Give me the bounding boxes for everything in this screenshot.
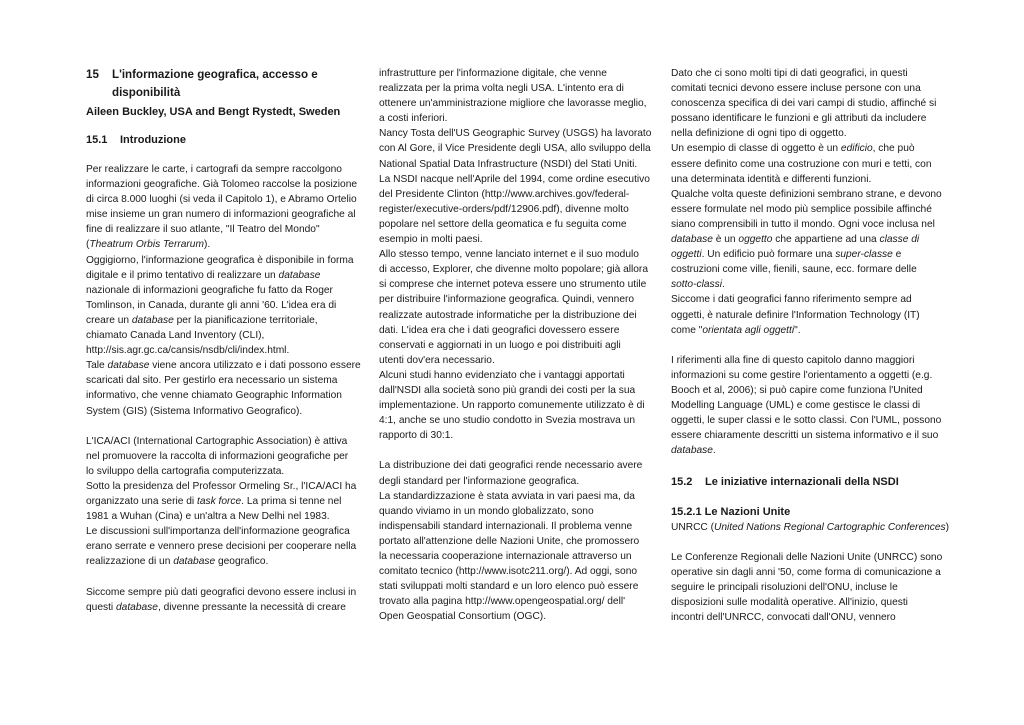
text-line: Modelling Language (UML) e come gestisce le classi di [671, 400, 921, 412]
text-line: con Al Gore, il Vice Presidente degli USA, allo sviluppo della [379, 143, 651, 155]
paragraph [86, 585, 356, 615]
text-line: Sotto la presidenza del Professor Ormeling Sr., l'ICA/ACI ha [86, 480, 357, 492]
text-line: degli standard per l'informazione geografica. [379, 475, 580, 487]
text-line: operative sin dagli anni '50, come forma di comunicazione a [671, 566, 941, 578]
text-line: Tale database viene ancora utilizzato e i dati possono essere [86, 360, 361, 372]
text-line: Siccome sempre più dati geografici devono essere inclusi in [86, 586, 357, 598]
text-line: conoscenza specifica di dei vari campi di studio, affinché si [671, 98, 937, 110]
text-line: seguire le principali risoluzioni dell'ONU, incluse le [671, 581, 898, 593]
text-line: trovato alla pagina http://www.opengeospatial.org/ dell' [379, 596, 626, 608]
text-line: nel promuovere la raccolta di informazioni geografiche per [86, 450, 349, 462]
text-line: lo sviluppo della cartografia computerizzata. [86, 465, 285, 477]
section-heading-15-2 [671, 474, 941, 490]
text-line: Tomlinson, in Canada, durante gli anni '60. L'idea era di [86, 299, 337, 311]
text-line: essere definito come una costruzione con muri e tetti, con [671, 158, 932, 170]
paragraph [671, 66, 941, 338]
text-line: indispensabili standard internazionali. Il problema venne [379, 520, 633, 532]
chapter-number: 15 [86, 68, 99, 81]
text-line: La distribuzione dei dati geografici rende necessario avere [379, 460, 643, 472]
text-line: realizzate autostrade informatiche per la distribuzione dei [379, 309, 637, 321]
chapter-heading [86, 66, 356, 102]
text-line: organizzato una serie di task force. La prima si tenne nel [86, 496, 342, 508]
text-line: L'ICA/ACI (International Cartographic Association) è attiva [86, 435, 348, 447]
text-line: possano identificare le funzioni e gli attributi da includere [671, 113, 927, 125]
text-line: erano serrate e vennero prese decisioni per cooperare nella [86, 541, 357, 553]
text-line: mise insieme un gran numero di informazioni geografiche al [86, 209, 356, 221]
text-line: digitale e il primo tentativo di realizzare un database [86, 269, 321, 281]
text-line: Alcuni studi hanno evidenziato che i vantaggi apportati [379, 369, 625, 381]
text-line: La standardizzazione è stata avviata in vari paesi ma, da [379, 490, 635, 502]
text-line: esempio in molti paesi. [379, 234, 483, 246]
text-line: Open Geospatial Consortium (OGC). [379, 611, 547, 623]
text-line: realizzazione di un database geografico. [86, 556, 269, 568]
text-line: oggetti, le super classi e le sotto classi. Con l'UML, possono [671, 415, 942, 427]
text-line: si comprese che internet poteva essere uno strumento utile [379, 279, 647, 291]
text-line: sotto-classi. [671, 279, 725, 291]
text-line: incontri dell'UNRCC, convocati dall'ONU, vennero [671, 612, 896, 624]
text-line: popolare nel settore della geomatica e fu seguita come [379, 218, 627, 230]
text-line: Booch et al, 2006); si può capire come funziona l'United [671, 384, 923, 396]
text-line: dall'NSDI alla società sono più grandi dei costi per la sua [379, 384, 636, 396]
text-line: I riferimenti alla fine di questo capitolo danno maggiori [671, 354, 915, 366]
text-line: nazionale di informazioni geografiche fu fatto da Roger [86, 284, 333, 296]
paragraph [671, 353, 941, 459]
text-line: come "orientata agli oggetti". [671, 324, 801, 336]
text-line: ottenere un'amministrazione migliore che lavorasse meglio, [379, 98, 647, 110]
text-line: database è un oggetto che appartiene ad una classe di [671, 234, 920, 246]
text-line: scaricati dal sito. Per gestirlo era necessario un sistema [86, 375, 338, 387]
text-line: conservati e aggiornati in un luogo e poi distribuiti agli [379, 339, 621, 351]
text-line: La NSDI nacque nell'Aprile del 1994, come ordine esecutivo [379, 173, 650, 185]
text-line: di accesso, Explorer, che divenne molto popolare; già allora [379, 264, 648, 276]
text-line: essere chiaramente descritti un sistema informativo e il suo [671, 430, 939, 442]
text-line: Dato che ci sono molti tipi di dati geografici, in questi [671, 68, 908, 79]
text-line: siano comprensibili in tutto il mondo. Ogni voce inclusa nel [671, 218, 935, 230]
section-number: 15.1 [86, 134, 108, 146]
text-line: a costi inferiori. [379, 113, 448, 125]
paragraph [86, 162, 361, 419]
text-line: National Spatial Data Infrastructure (NSDI) del Stati Uniti. [379, 158, 638, 170]
text-line: nella definizione di ogni tipo di oggetto. [671, 128, 847, 140]
text-line: essere formulate nel modo più semplice possibile affinché [671, 203, 932, 215]
text-line: Nancy Tosta dell'US Geographic Survey (USGS) ha lavorato [379, 128, 652, 140]
text-line: informativo, che venne chiamato Geographic Information [86, 390, 342, 402]
text-line: oggetti. Un edificio può formare una super-classe e [671, 249, 902, 261]
text-line: questi database, divenne pressante la necessità di creare [86, 601, 346, 613]
text-line: Allo stesso tempo, venne lanciato internet e il suo modulo [379, 249, 639, 261]
text-line: System (GIS) (Sistema Informativo Geografico). [86, 405, 303, 417]
text-line: Qualche volta queste definizioni sembrano strane, e devono [671, 188, 942, 200]
text-line: http://sis.agr.gc.ca/cansis/nsdb/cli/index.html. [86, 345, 290, 357]
subsection-heading-15-2-1: 15.2.1 Le Nazioni Unite [671, 505, 791, 518]
section-title: Introduzione [120, 134, 186, 146]
text-line: informazioni su come gestire l'orientamento a oggetti (e.g. [671, 369, 933, 381]
text-line: oggetti, è naturale definire l'Information Technology (IT) [671, 309, 920, 321]
text-line: database. [671, 445, 716, 457]
text-line: Le Conferenze Regionali delle Nazioni Unite (UNRCC) sono [671, 551, 943, 563]
text-line: creare un database per la pianificazione territoriale, [86, 314, 318, 326]
text-line: disposizioni sulle modalità operative. All'inizio, questi [671, 597, 908, 608]
text-line: di circa 8.000 luoghi (si veda il Capitolo 1), e Abramo Ortelio [86, 194, 357, 206]
paragraph [671, 550, 941, 625]
text-line: Oggigiorno, l'informazione geografica è disponibile in forma [86, 254, 354, 266]
text-line: 1981 a Wuhan (Cina) e un'altra a New Delhi nel 1983. [86, 511, 330, 523]
text-line: stati sviluppati molti standard e un loro elenco può essere [379, 581, 639, 593]
chapter-title-line1: L'informazione geografica, accesso e [112, 68, 318, 81]
text-line: per distribuire l'informazione geografica. Quindi, vennero [379, 294, 635, 306]
chapter-title-line2: disponibilità [112, 86, 181, 99]
text-line: utenti dov'era necessario. [379, 354, 495, 366]
text-line: una determinata identità e differenti funzioni. [671, 173, 872, 185]
text-line: comitati tecnici devono essere incluse persone con una [671, 83, 921, 95]
text-line: implementazione. Un rapporto comunemente utilizzato è di [379, 400, 645, 412]
text-line: rapporto di 30:1. [379, 430, 454, 442]
column-middle [379, 66, 652, 624]
text-line: quando viviamo in un mondo globalizzato, sono [379, 505, 594, 517]
text-line: costruzioni come ville, fienili, saune, ecc. formare delle [671, 264, 917, 276]
text-line: del Presidente Clinton (http://www.archives.gov/federal- [379, 188, 630, 200]
section-number: 15.2 [671, 475, 693, 488]
text-line: chiamato Canada Land Inventory (CLI), [86, 330, 265, 342]
text-line: 4:1, anche se uno studio condotto in Svezia mostrava un [379, 415, 635, 427]
text-line: (Theatrum Orbis Terrarum). [86, 239, 211, 251]
column-left [86, 66, 361, 615]
text-line: Le discussioni sull'importanza dell'informazione geografica [86, 526, 350, 538]
text-line: Per realizzare le carte, i cartografi da sempre raccolgono [86, 164, 342, 175]
chapter-authors: Aileen Buckley, USA and Bengt Rystedt, Sweden [86, 106, 341, 118]
text-line: informazioni geografiche. Già Tolomeo raccolse la posizione [86, 179, 358, 191]
text-line: UNRCC (United Nations Regional Cartographic Conferences) [671, 521, 950, 533]
paragraph [86, 434, 356, 570]
text-line: infrastrutture per l'informazione digitale, che venne [379, 68, 607, 79]
text-line: Siccome i dati geografici fanno riferimento sempre ad [671, 294, 912, 306]
paragraph [379, 66, 652, 443]
text-line: realizzata per la prima volta negli USA. L'intento era di [379, 83, 624, 95]
text-line: register/executive-orders/pdf/12906.pdf), divenne molto [379, 203, 629, 215]
paragraph [379, 458, 644, 624]
text-line: la necessaria cooperazione internazionale attraverso un [379, 551, 632, 562]
column-right [671, 66, 950, 625]
text-line: dati. L'idea era che i dati geografici dovessero essere [379, 324, 620, 336]
text-line: portato all'attenzione delle Nazioni Unite, che promossero [379, 535, 640, 547]
section-heading-15-1 [86, 132, 356, 148]
section-title: Le iniziative internazionali della NSDI [705, 475, 899, 488]
text-line: fine di realizzare il suo atlante, "Il Teatro del Mondo" [86, 224, 320, 236]
text-line: Un esempio di classe di oggetto è un edificio, che può [671, 143, 915, 155]
text-line: comitato tecnico (http://www.isotc211.org/). Ad oggi, sono [379, 566, 638, 578]
